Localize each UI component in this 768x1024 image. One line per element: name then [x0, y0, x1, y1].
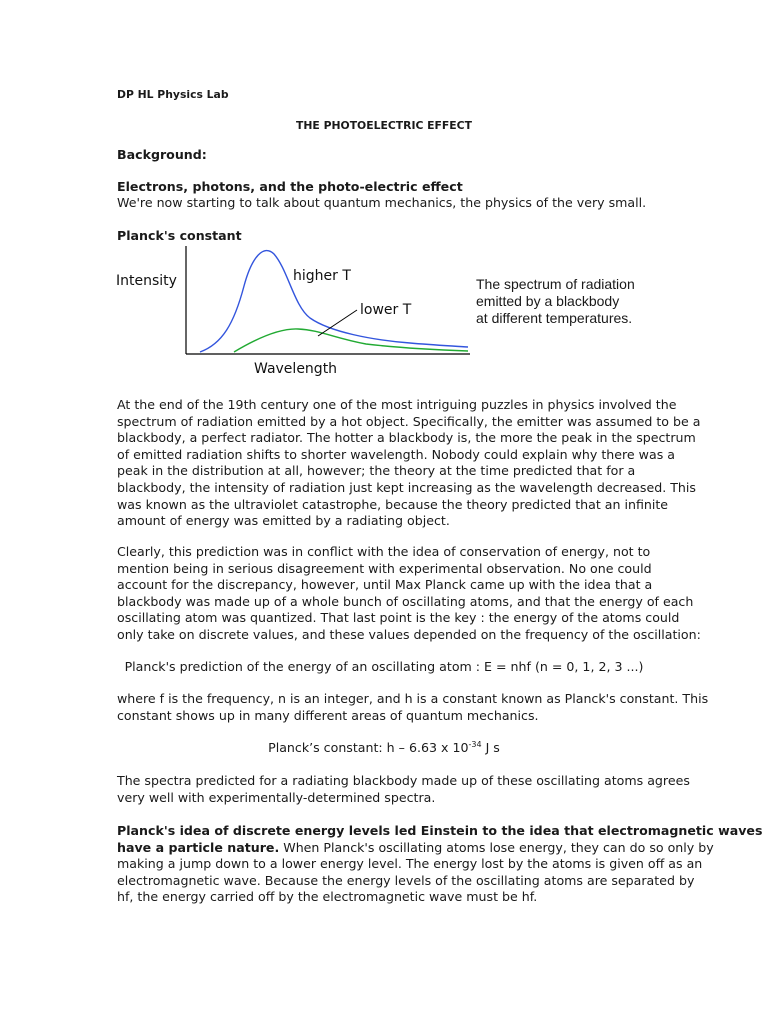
section-subheading: Electrons, photons, and the photo-electric effect [117, 179, 463, 194]
plancks-constant-heading: Planck's constant [117, 228, 242, 243]
paragraph-line: very well with experimentally-determined spectra. [117, 789, 436, 805]
paragraph-line: constant shows up in many different areas of quantum mechanics. [117, 707, 539, 723]
paragraph-line: only take on discrete values, and these values depended on the frequency of the oscillation: [117, 626, 701, 642]
constant-label: Planck’s constant: h – 6.63 x 10 [268, 740, 469, 755]
course-label: DP HL Physics Lab [117, 88, 229, 101]
higher-t-label: higher T [293, 268, 351, 284]
paragraph-ultraviolet-catastrophe [117, 397, 701, 530]
paragraph-line: The spectra predicted for a radiating blackbody made up of these oscillating atoms agrees [117, 773, 690, 788]
document-title: THE PHOTOELECTRIC EFFECT [296, 119, 472, 132]
paragraph-line: mention being in serious disagreement with experimental observation. No one could [117, 560, 652, 576]
paragraph-line: where f is the frequency, n is an integer, and h is a constant known as Planck's constant. This [117, 691, 709, 706]
plancks-constant-value [0, 740, 768, 757]
lower-t-pointer [318, 310, 357, 336]
constant-exponent: -34 [468, 740, 482, 749]
paragraph-line: account for the discrepancy, however, until Max Planck came up with the idea that a [117, 577, 653, 593]
paragraph-einstein-particle-nature [117, 823, 763, 906]
paragraph-line: peak in the distribution at all, however; the theory at the time predicted that for a [117, 463, 636, 479]
y-axis-label: Intensity [116, 273, 177, 289]
lower-temperature-curve [234, 329, 468, 352]
constant-unit: J s [481, 740, 500, 755]
paragraph-line: At the end of the 19th century one of the most intriguing puzzles in physics involved the [117, 397, 677, 412]
paragraph-line: amount of energy was emitted by a radiating object. [117, 513, 450, 529]
bold-fragment: have a particle nature. [117, 839, 280, 855]
paragraph-line: oscillating atom was quantized. That last point is the key : the energy of the atoms could [117, 610, 680, 626]
energy-equation: Planck's prediction of the energy of an oscillating atom : E = nhf (n = 0, 1, 2, 3 ...) [124, 659, 644, 674]
paragraph-line: blackbody was made up of a whole bunch of oscillating atoms, and that the energy of each [117, 593, 694, 609]
paragraph-planck-quantization [117, 544, 701, 644]
paragraph-line: Clearly, this prediction was in conflict with the idea of conservation of energy, not to [117, 544, 651, 559]
paragraph-line: blackbody, a perfect radiator. The hotter a blackbody is, the more the peak in the spectrum [117, 430, 696, 446]
intro-sentence: We're now starting to talk about quantum mechanics, the physics of the very small. [117, 195, 647, 210]
paragraph-spectra-agreement [117, 773, 690, 806]
x-axis-label: Wavelength [254, 361, 338, 377]
caption-line: The spectrum of radiation [476, 276, 635, 292]
paragraph-line: electromagnetic wave. Because the energy levels of the oscillating atoms are separated by [117, 872, 695, 888]
background-heading: Background: [117, 147, 207, 162]
lower-t-label: lower T [360, 302, 412, 318]
paragraph-line-bold: Planck's idea of discrete energy levels led Einstein to the idea that electromagnetic waves [117, 823, 763, 838]
paragraph-line: of emitted radiation shifts to shorter wavelength. Nobody could explain why there was a [117, 446, 675, 462]
caption-line: at different temperatures. [476, 310, 633, 326]
line-remainder: When Planck's oscillating atoms lose energy, they can do so only by [279, 839, 714, 855]
paragraph-constant-explanation [117, 691, 709, 724]
blackbody-spectrum-figure [110, 240, 480, 380]
figure-caption [476, 276, 676, 327]
paragraph-line: was known as the ultraviolet catastrophe, because the theory predicted that an infinite [117, 496, 669, 512]
paragraph-line: making a jump down to a lower energy level. The energy lost by the atoms is given off as an [117, 856, 703, 872]
paragraph-line [117, 839, 714, 857]
paragraph-line: hf, the energy carried off by the electromagnetic wave must be hf. [117, 889, 538, 905]
paragraph-line: blackbody, the intensity of radiation just kept increasing as the wavelength decreased. This [117, 479, 696, 495]
paragraph-line: spectrum of radiation emitted by a hot object. Specifically, the emitter was assumed to be a [117, 413, 701, 429]
caption-line: emitted by a blackbody [476, 293, 620, 309]
